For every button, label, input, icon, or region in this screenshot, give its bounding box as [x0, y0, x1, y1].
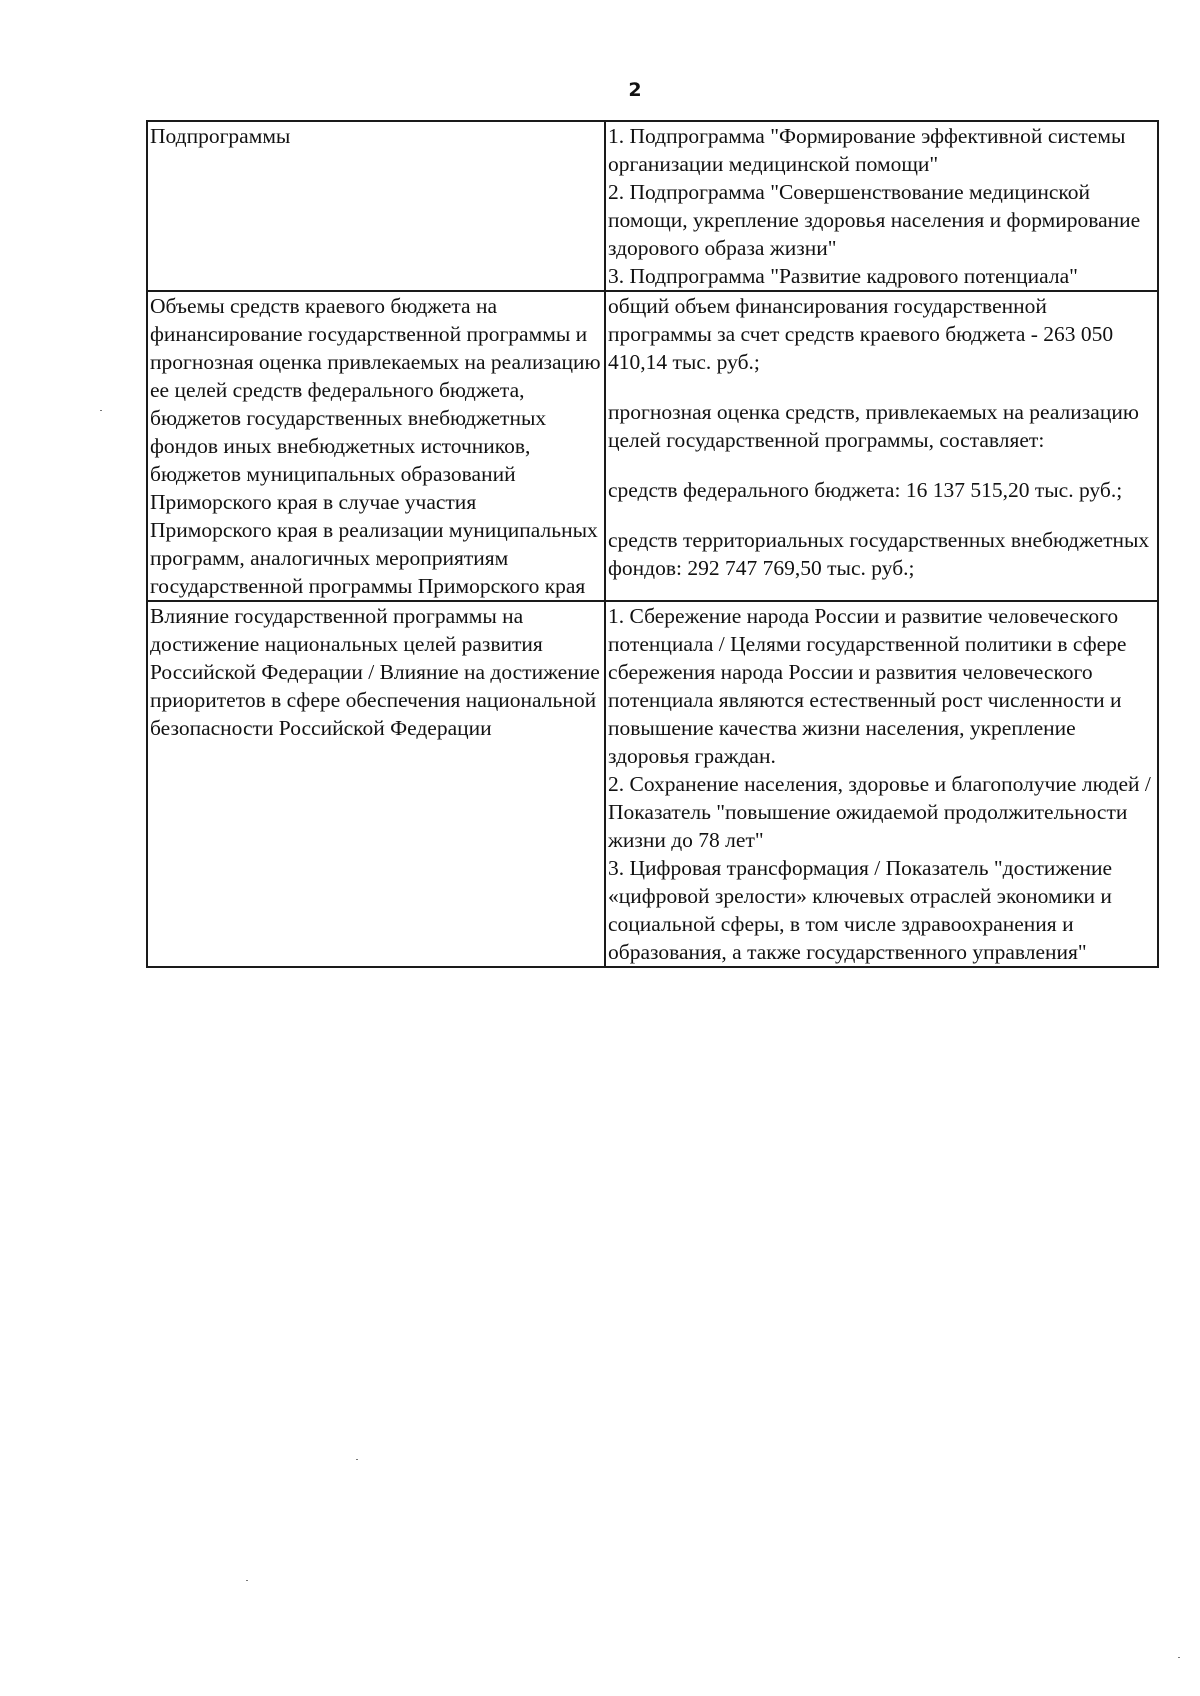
- row-label: Влияние государственной программы на достижение национальных целей развития Российской Федерации / Влияние на достижение приоритетов в сфере обеспечения национальной безопасности Российской Федерации: [150, 604, 600, 740]
- label-cell-subprograms: [147, 121, 605, 291]
- national-goal-item: 2. Сохранение населения, здоровье и благополучие людей / Показатель "повышение ожидаемой продолжительности жизни до 78 лет": [608, 772, 1151, 852]
- page-number: 2: [628, 79, 642, 101]
- scan-speck: [246, 1580, 248, 1581]
- funding-forecast-intro: прогнозная оценка средств, привлекаемых на реализацию целей государственной программы, составляет:: [608, 400, 1139, 452]
- scan-speck: [1178, 1657, 1180, 1658]
- value-cell-subprograms: [605, 121, 1158, 291]
- label-cell-funding: [147, 291, 605, 601]
- scan-speck: [100, 410, 102, 411]
- value-cell-funding: [605, 291, 1158, 601]
- program-passport-table: [146, 120, 1159, 968]
- subprogram-item: 3. Подпрограмма "Развитие кадрового потенциала": [608, 264, 1078, 288]
- national-goal-item: 3. Цифровая трансформация / Показатель "достижение «цифровой зрелости» ключевых отраслей экономики и социальной сферы, в том числе здравоохранения и образования, а также государственного управления": [608, 856, 1113, 964]
- table-row-funding: [147, 291, 1158, 601]
- row-label: Подпрограммы: [150, 124, 291, 148]
- label-cell-national-goals: [147, 601, 605, 967]
- funding-total: общий объем финансирования государственной программы за счет средств краевого бюджета - 263 050 410,14 тыс. руб.;: [608, 294, 1114, 374]
- funding-extrabudgetary: средств территориальных государственных внебюджетных фондов: 292 747 769,50 тыс. руб.;: [608, 528, 1150, 580]
- value-cell-national-goals: [605, 601, 1158, 967]
- row-label: Объемы средств краевого бюджета на финансирование государственной программы и прогнозная оценка привлекаемых на реализацию ее целей средств федерального бюджета, бюджетов государственных внебюджетных фондов иных внебюджетных источников, бюджетов муниципальных образований Приморского края в случае участия Приморского края в реализации муниципальных программ, аналогичных мероприятиям государственной программы Приморского края: [150, 294, 601, 598]
- subprogram-item: 1. Подпрограмма "Формирование эффективной системы организации медицинской помощи": [608, 124, 1126, 176]
- subprogram-item: 2. Подпрограмма "Совершенствование медицинской помощи, укрепление здоровья населения и формирование здорового образа жизни": [608, 180, 1141, 260]
- scan-speck: [356, 1459, 358, 1460]
- funding-federal: средств федерального бюджета: 16 137 515,20 тыс. руб.;: [608, 478, 1123, 502]
- table-row-subprograms: [147, 121, 1158, 291]
- national-goal-item: 1. Сбережение народа России и развитие человеческого потенциала / Целями государственной политики в сфере сбережения народа России и развития человеческого потенциала являются естественный рост численности и повышение качества жизни населения, укрепление здоровья граждан.: [608, 604, 1127, 768]
- table-row-national-goals: [147, 601, 1158, 967]
